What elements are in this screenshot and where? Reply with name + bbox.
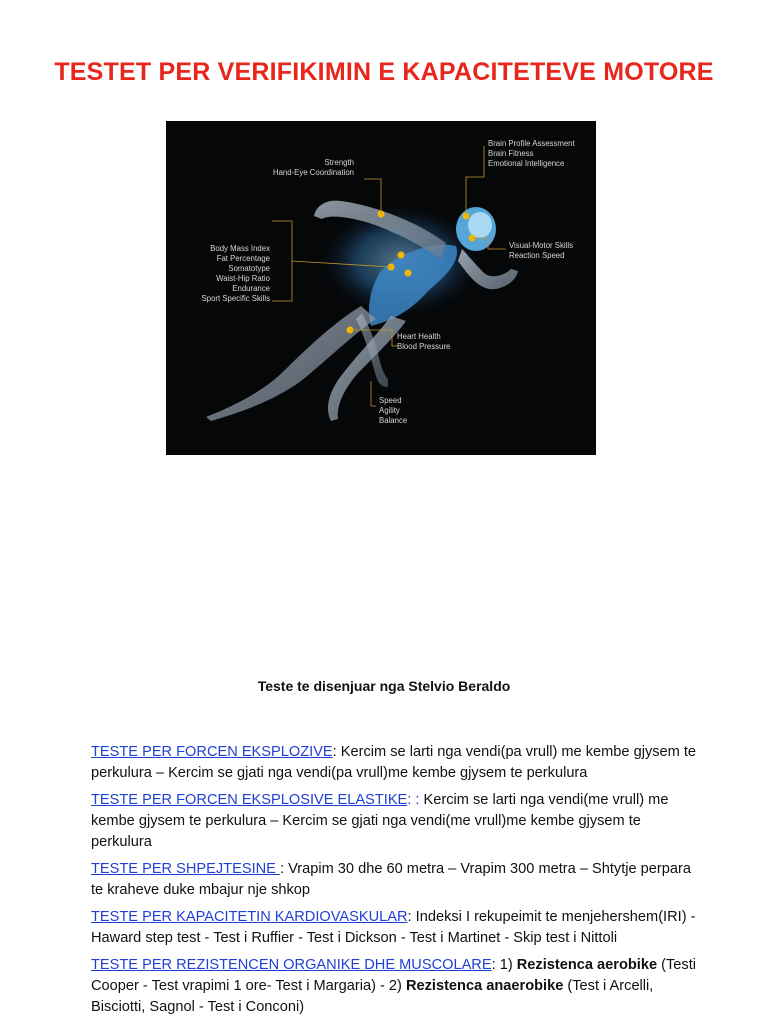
test-separator: : : [407, 792, 420, 808]
test-item-cardiovascular [91, 907, 697, 949]
label-speed: Speed [379, 396, 402, 405]
test-description: Kercim se larti nga vendi(pa vrull) me kembe gjysem te perkulura – Kercim se gjati nga vendi(pa vrull)me kembe gjysem te perkulura [91, 744, 697, 781]
test-heading-link[interactable]: TESTE PER REZISTENCEN ORGANIKE DHE MUSCOLARE [91, 957, 492, 973]
test-heading-link[interactable]: TESTE PER FORCEN EKSPLOZIVE [91, 744, 333, 760]
test-separator: : [279, 861, 285, 877]
aerobic-label: Rezistenca aerobike [516, 957, 658, 973]
tests-list [91, 742, 697, 1024]
label-emotional: Emotional Intelligence [488, 159, 565, 168]
page-title: TESTET PER VERIFIKIMIN E KAPACITETEVE MOTORE [54, 58, 714, 86]
label-sport-skills: Sport Specific Skills [201, 294, 270, 303]
caption: Teste te disenjuar nga Stelvio Beraldo [257, 678, 511, 694]
label-balance: Balance [379, 416, 408, 425]
label-hand-eye: Hand-Eye Coordination [272, 168, 354, 177]
test-heading-link[interactable]: TESTE PER KAPACITETIN KARDIOVASKULAR [91, 909, 408, 925]
label-brain-profile: Brain Profile Assessment [488, 139, 575, 148]
label-brain-fitness: Brain Fitness [488, 149, 534, 158]
runner-illustration [166, 121, 596, 455]
test-separator: : [332, 744, 337, 760]
label-bmi: Body Mass Index [210, 244, 270, 253]
label-somatotype: Somatotype [228, 264, 270, 273]
test-item-speed [91, 859, 697, 901]
test-heading-link[interactable]: TESTE PER SHPEJTESINE [91, 861, 280, 877]
test-separator: : [491, 957, 496, 973]
test-separator: : [407, 909, 412, 925]
test-item-explosive-force [91, 742, 697, 784]
test-item-elastic-force [91, 790, 697, 853]
test-description-part: (Test i Arcelli, Bisciotti, Sagnol - Test i Conconi) [91, 978, 654, 1015]
label-waist-hip: Waist-Hip Ratio [216, 274, 270, 283]
label-strength: Strength [324, 158, 354, 167]
test-description-part: (Testi Cooper - Test vrapimi 1 ore- Test i Margaria) - 2) [91, 957, 697, 994]
anaerobic-label: Rezistenca anaerobike [405, 978, 564, 994]
label-reaction: Reaction Speed [509, 251, 565, 260]
test-item-resistance [91, 955, 697, 1018]
test-description: Indeksi I rekupeimit te menjehershem(IRI) - Haward step test - Test i Ruffier - Test i Dickson - Test i Martinet - Skip test i Nittoli [91, 909, 696, 946]
label-visual-motor: Visual-Motor Skills [509, 241, 573, 250]
runner-figure [166, 121, 596, 455]
label-blood-pressure: Blood Pressure [397, 342, 451, 351]
label-fat: Fat Percentage [216, 254, 270, 263]
test-description: Vrapim 30 dhe 60 metra – Vrapim 300 metra – Shtytje perpara te kraheve duke mbajur nje shkop [91, 861, 691, 898]
test-heading-link[interactable]: TESTE PER FORCEN EKSPLOSIVE ELASTIKE [91, 792, 408, 808]
label-heart-health: Heart Health [397, 332, 441, 341]
label-agility: Agility [379, 406, 400, 415]
test-description: Kercim se larti nga vendi(me vrull) me kembe gjysem te perkulura – Kercim se gjati nga vendi(me vrull)me kembe gjysem te perkulura [91, 792, 669, 850]
label-endurance: Endurance [232, 284, 270, 293]
test-description-part: 1) [495, 957, 517, 973]
